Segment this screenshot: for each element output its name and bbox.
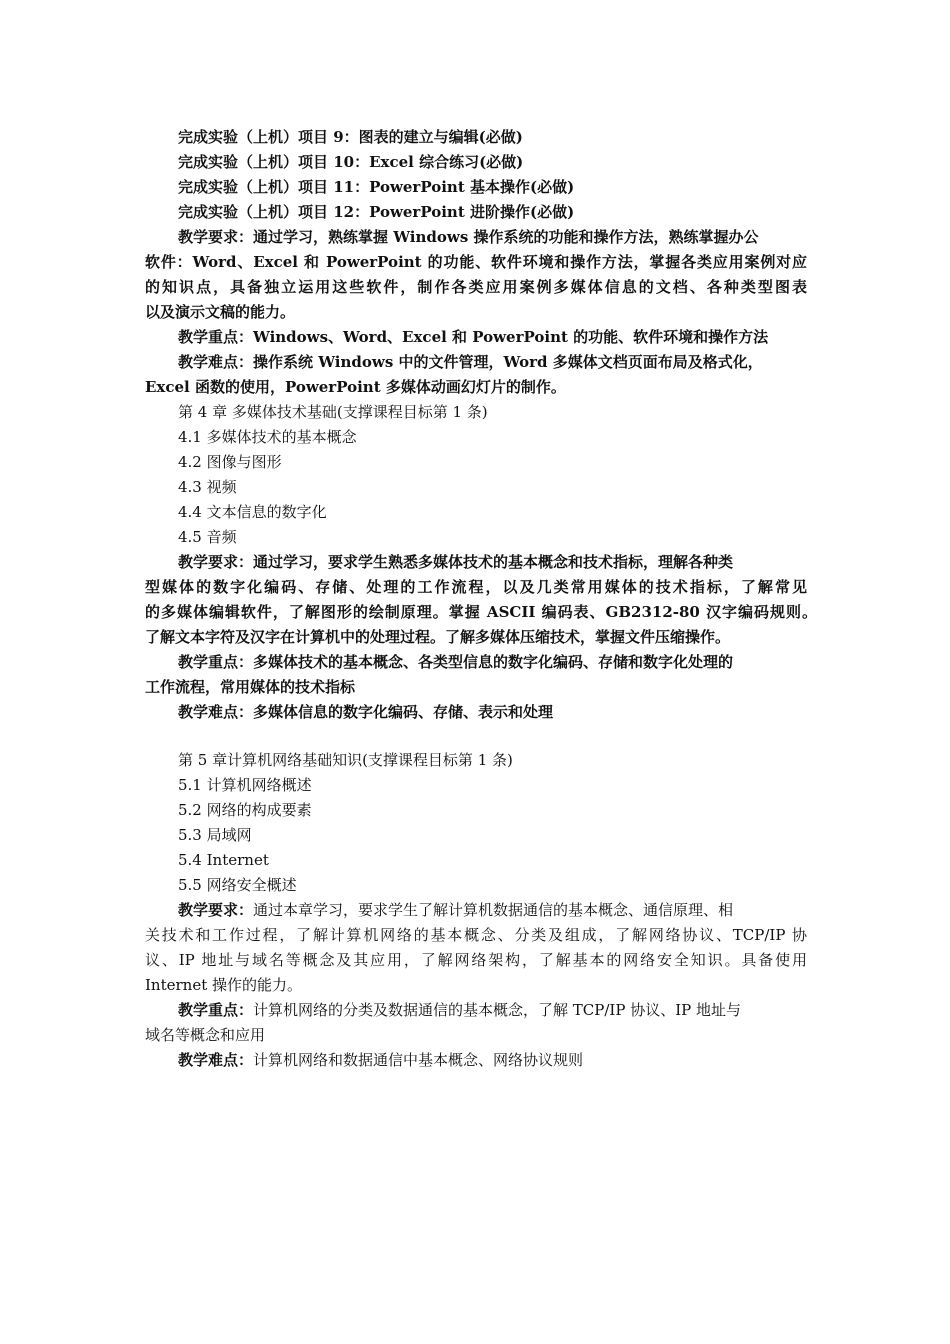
section-item: 4.5 音频 — [178, 528, 237, 546]
ch4-requirement-line: 型媒体的数字化编码、存储、处理的工作流程，以及几类常用媒体的技术指标，了解常见 — [145, 578, 807, 596]
chapter5-title: 第 5 章计算机网络基础知识(支撑课程目标第 1 条) — [178, 751, 513, 769]
key-points-label: 教学重点： — [178, 1001, 254, 1019]
ch3-requirement-line: 软件：Word、Excel 和 PowerPoint 的功能、软件环境和操作方法，掌握各类应用案例对应 — [145, 253, 807, 271]
ch3-difficulty-line: Excel 函数的使用，PowerPoint 多媒体动画幻灯片的制作。 — [145, 378, 566, 396]
ch4-requirement-line: 教学要求：通过学习，要求学生熟悉多媒体技术的基本概念和技术指标，理解各种类 — [178, 553, 734, 571]
chapter4-title: 第 4 章 多媒体技术基础(支撑课程目标第 1 条) — [178, 403, 488, 421]
ch4-difficulty: 教学难点：多媒体信息的数字化编码、存储、表示和处理 — [178, 703, 554, 721]
section-item: 5.2 网络的构成要素 — [178, 801, 312, 819]
section-item: 4.4 文本信息的数字化 — [178, 503, 327, 521]
difficulty-label: 教学难点： — [178, 1051, 254, 1069]
ch5-difficulty — [178, 1048, 583, 1073]
section-item: 5.1 计算机网络概述 — [178, 776, 312, 794]
lab-item: 完成实验（上机）项目 11：PowerPoint 基本操作(必做) — [178, 178, 575, 196]
section-item: 4.2 图像与图形 — [178, 453, 282, 471]
ch4-key-points-line: 教学重点：多媒体技术的基本概念、各类型信息的数字化编码、存储和数字化处理的 — [178, 653, 734, 671]
section-item: 5.4 Internet — [178, 851, 269, 869]
lab-item: 完成实验（上机）项目 10：Excel 综合练习(必做) — [178, 153, 524, 171]
ch5-key-points-line: 域名等概念和应用 — [145, 1026, 266, 1044]
ch5-key-points-first-line — [178, 998, 741, 1023]
ch5-requirement-line: Internet 操作的能力。 — [145, 976, 302, 994]
ch5-requirement-line: 议、IP 地址与域名等概念及其应用，了解网络架构，了解基本的网络安全知识。具备使用 — [145, 951, 807, 969]
ch3-key-points: 教学重点：Windows、Word、Excel 和 PowerPoint 的功能、软件环境和操作方法 — [178, 328, 769, 346]
section-item: 4.3 视频 — [178, 478, 237, 496]
lab-item: 完成实验（上机）项目 12：PowerPoint 进阶操作(必做) — [178, 203, 575, 221]
ch4-requirement-line: 了解文本字符及汉字在计算机中的处理过程。了解多媒体压缩技术，掌握文件压缩操作。 — [145, 628, 731, 646]
ch3-requirement-line: 以及演示文稿的能力。 — [145, 303, 296, 321]
section-item: 5.5 网络安全概述 — [178, 876, 297, 894]
difficulty-text: 计算机网络和数据通信中基本概念、网络协议规则 — [253, 1051, 584, 1069]
ch5-requirement-first-line — [178, 898, 733, 923]
lab-item: 完成实验（上机）项目 9：图表的建立与编辑(必做) — [178, 128, 523, 146]
ch4-requirement-line: 的多媒体编辑软件，了解图形的绘制原理。掌握 ASCII 编码表、GB2312-80 汉字编码规则。 — [145, 603, 817, 621]
key-points-text: 计算机网络的分类及数据通信的基本概念，了解 TCP/IP 协议、IP 地址与 — [253, 1001, 741, 1019]
section-item: 4.1 多媒体技术的基本概念 — [178, 428, 357, 446]
requirement-text: 通过本章学习，要求学生了解计算机数据通信的基本概念、通信原理、相 — [253, 901, 734, 919]
ch4-key-points-line: 工作流程，常用媒体的技术指标 — [145, 678, 356, 696]
section-item: 5.3 局域网 — [178, 826, 252, 844]
ch3-requirement-line: 的知识点，具备独立运用这些软件，制作各类应用案例多媒体信息的文档、各种类型图表 — [145, 278, 807, 296]
ch3-difficulty-line: 教学难点：操作系统 Windows 中的文件管理，Word 多媒体文档页面布局及格式化， — [178, 353, 763, 371]
ch3-requirement-line: 教学要求：通过学习，熟练掌握 Windows 操作系统的功能和操作方法，熟练掌握办公 — [178, 228, 759, 246]
requirement-label: 教学要求： — [178, 901, 254, 919]
ch5-requirement-line: 关技术和工作过程，了解计算机网络的基本概念、分类及组成，了解网络协议、TCP/IP 协 — [145, 926, 807, 944]
